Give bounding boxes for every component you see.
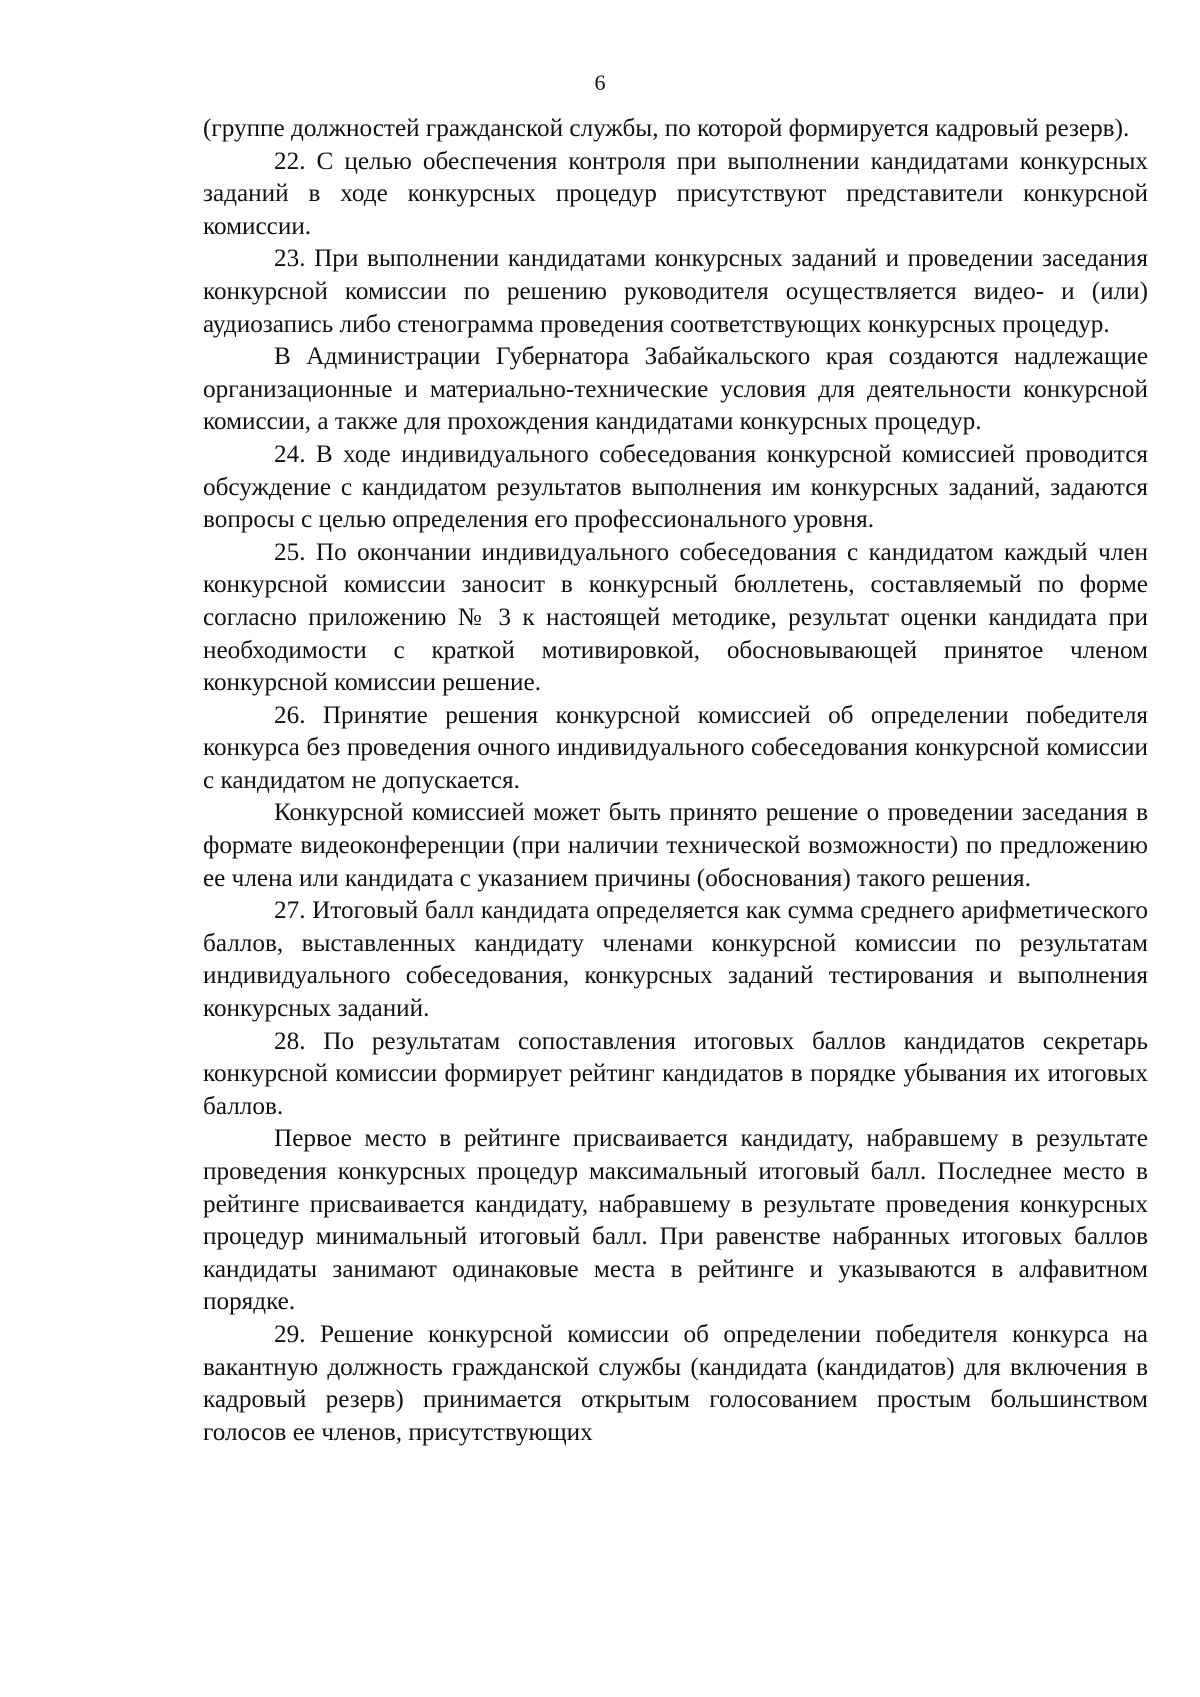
paragraph-item-27: 27. Итоговый балл кандидата определяется как сумма среднего арифметического баллов, выставленных кандидату членами конкурсной комиссии по результатам индивидуального собеседования, конкурсных заданий тестирования и выполнения конкурсных заданий.: [203, 897, 1148, 1023]
paragraph-item-24: 24. В ходе индивидуального собеседования конкурсной комиссией проводится обсуждение с кандидатом результатов выполнения им конкурсных заданий, задаются вопросы с целью определения его профессионального уровня.: [203, 440, 1148, 534]
paragraph-administration-conditions: В Администрации Губернатора Забайкальского края создаются надлежащие организационные и материально-технические условия для деятельности конкурсной комиссии, а также для прохождения кандидатами конкурсных процедур.: [203, 343, 1148, 436]
paragraph-videoconference: Конкурсной комиссией может быть принято решение о проведении заседания в формате видеоконференции (при наличии технической возможности) по предложению ее члена или кандидата с указанием причины (обоснования) такого решения.: [203, 799, 1148, 892]
paragraph-item-25: 25. По окончании индивидуального собеседования с кандидатом каждый член конкурсной комиссии заносит в конкурсный бюллетень, составляемый по форме согласно приложению № 3 к настоящей методике, результат оценки кандидата при необходимости с краткой мотивировкой, обосновывающей принятое членом конкурсной комиссии решение.: [203, 538, 1148, 697]
paragraph-item-22: 22. С целью обеспечения контроля при выполнении кандидатами конкурсных заданий в ходе конкурсных процедур присутствуют представители конкурсной комиссии.: [203, 147, 1148, 240]
paragraph-continuation: (группе должностей гражданской службы, по которой формируется кадровый резерв).: [203, 115, 1130, 142]
paragraph-item-23: 23. При выполнении кандидатами конкурсных заданий и проведении заседания конкурсной комиссии по решению руководителя осуществляется видео- и (или) аудиозапись либо стенограмма проведения соответствующих конкурсных процедур.: [203, 245, 1148, 338]
paragraph-item-28: 28. По результатам сопоставления итоговых баллов кандидатов секретарь конкурсной комиссии формирует рейтинг кандидатов в порядке убывания их итоговых баллов.: [203, 1027, 1148, 1120]
paragraph-rating-places: Первое место в рейтинге присваивается кандидату, набравшему в результате проведения конкурсных процедур максимальный итоговый балл. Последнее место в рейтинге присваивается кандидату, набравшему в результате проведения конкурсных процедур минимальный итоговый балл. При равенстве набранных итоговых баллов кандидаты занимают одинаковые места в рейтинге и указываются в алфавитном порядке.: [203, 1125, 1148, 1316]
paragraph-item-29: 29. Решение конкурсной комиссии об определении победителя конкурса на вакантную должность гражданской службы (кандидата (кандидатов) для включения в кадровый резерв) принимается открытым голосованием простым большинством голосов ее членов, присутствующих: [203, 1320, 1148, 1446]
page-number: 6: [594, 70, 606, 95]
paragraph-item-26: 26. Принятие решения конкурсной комиссией об определении победителя конкурса без проведения очного индивидуального собеседования конкурсной комиссии с кандидатом не допускается.: [203, 701, 1148, 794]
document-body: [203, 113, 1148, 1449]
